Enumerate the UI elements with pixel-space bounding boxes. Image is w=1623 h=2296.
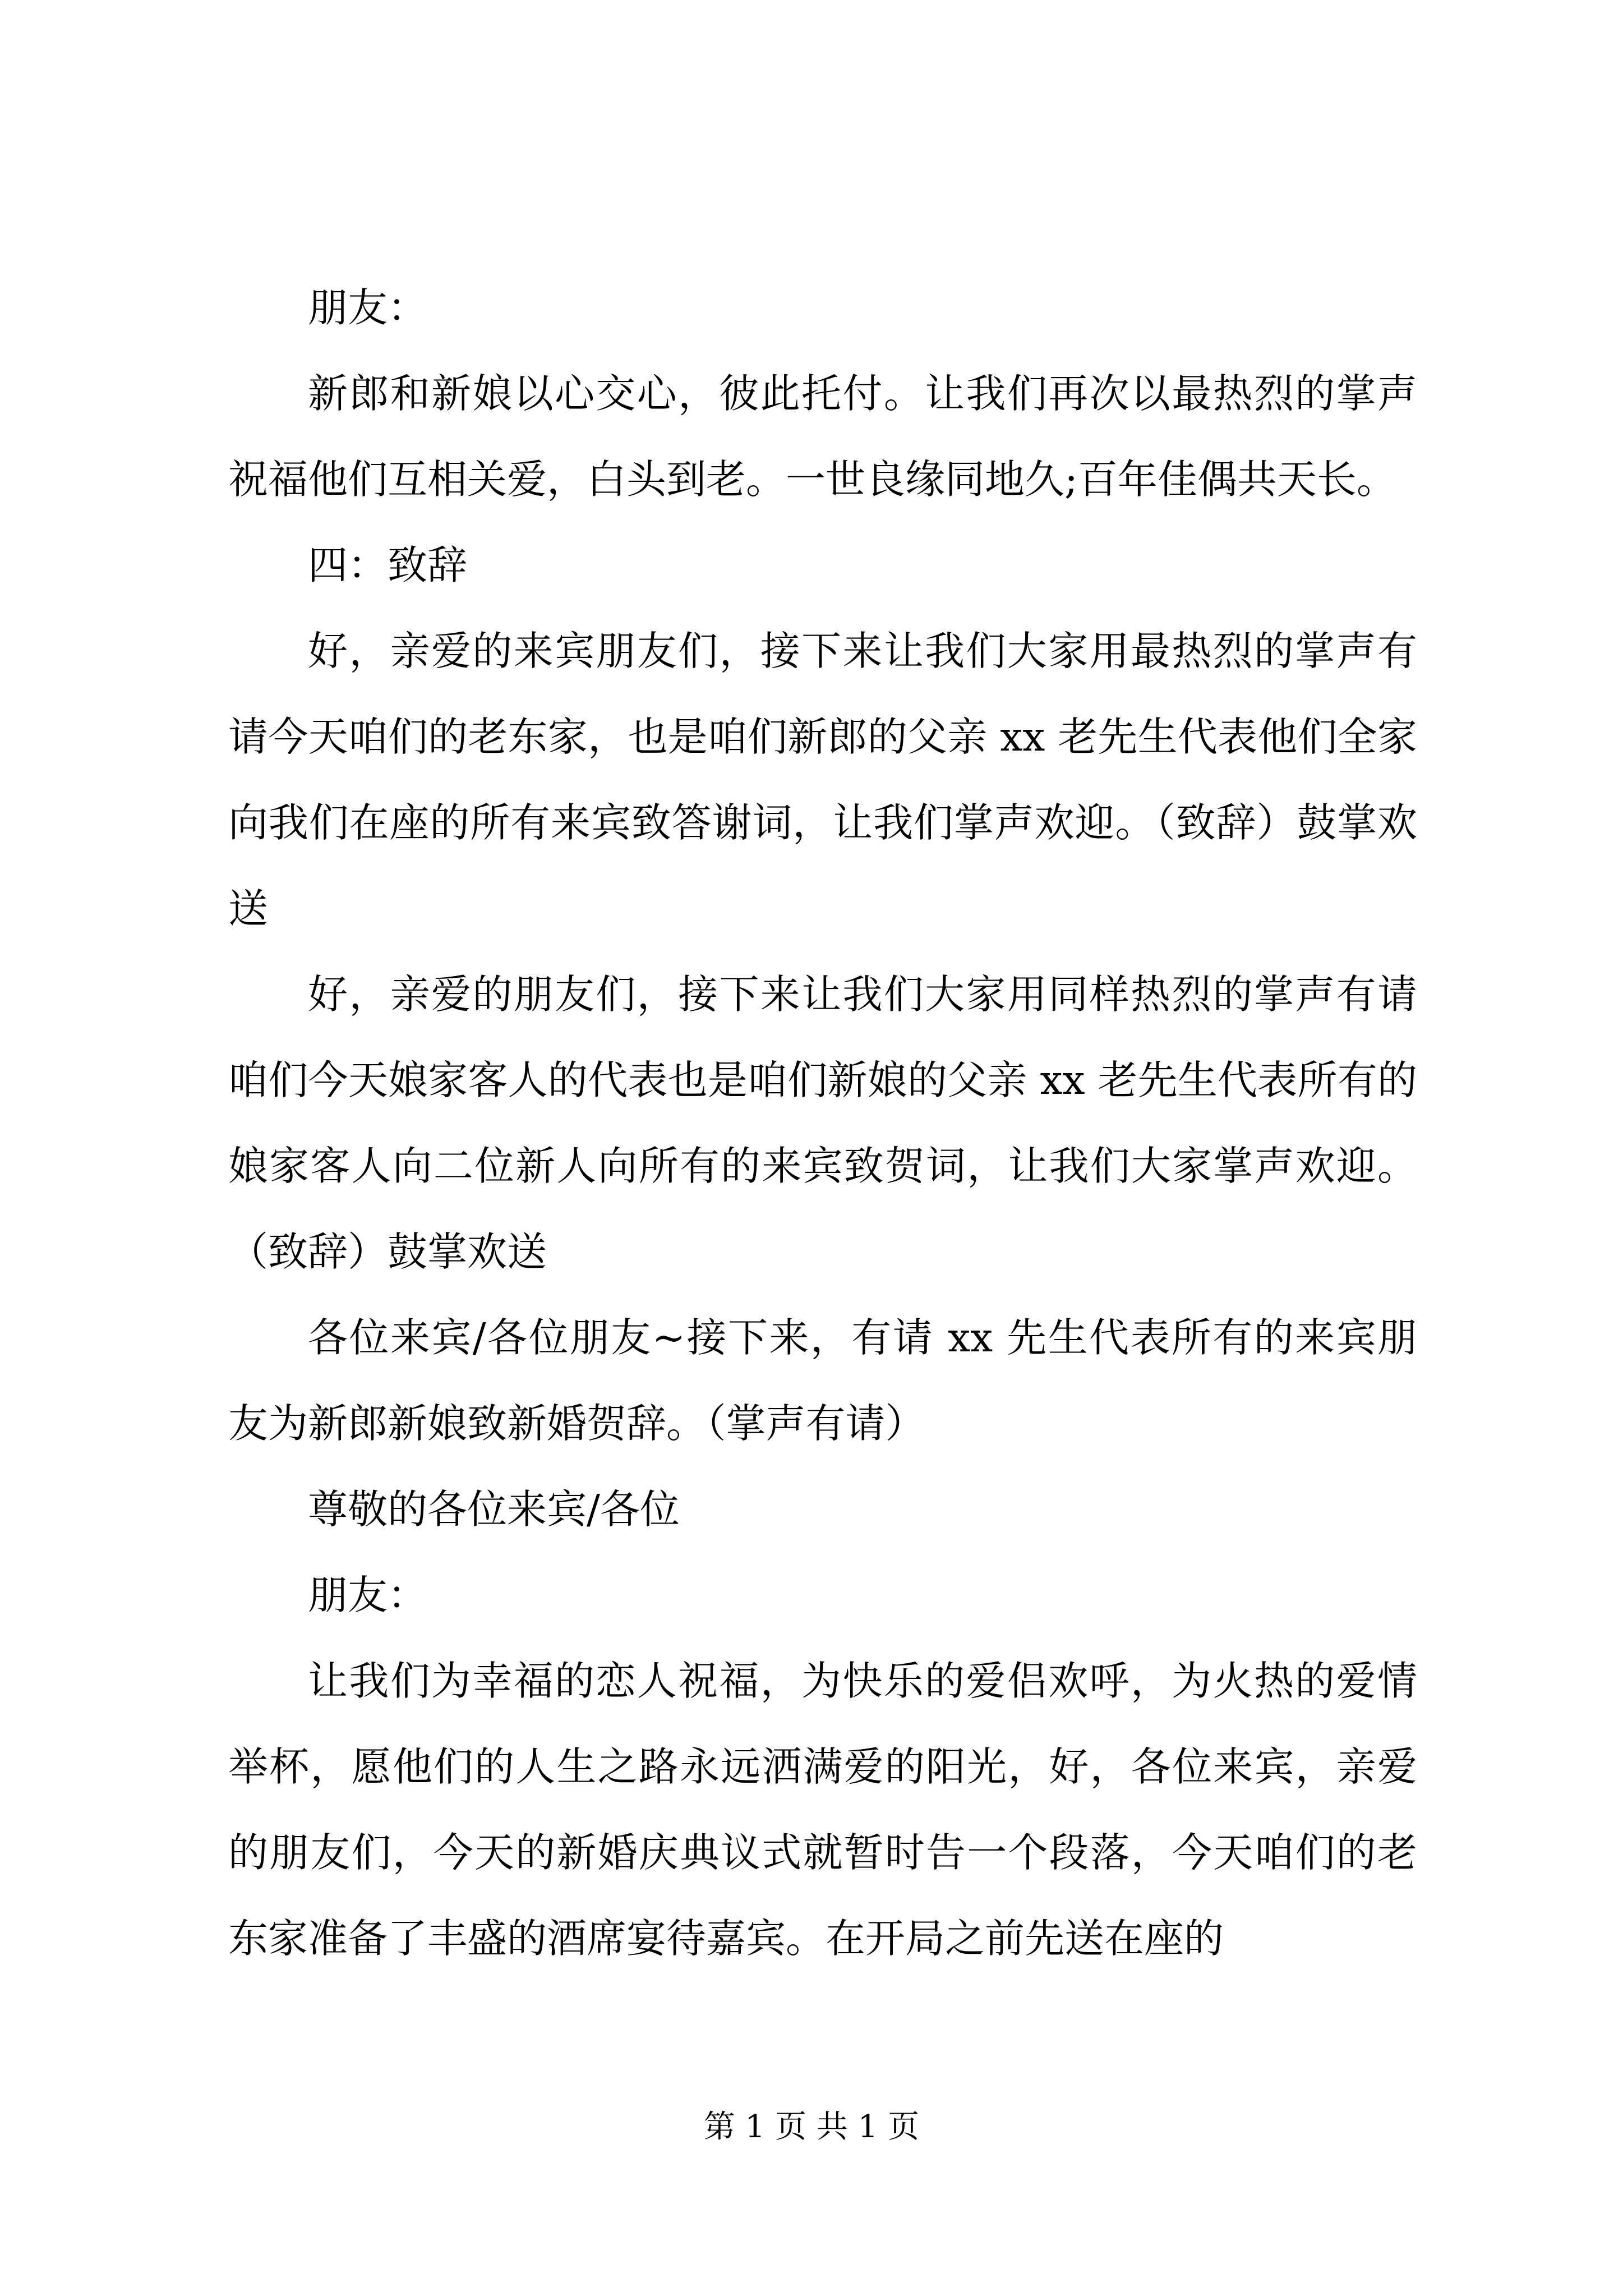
- page-number-footer: 第 1 页 共 1 页: [703, 2109, 920, 2145]
- section-heading: 四：致辞: [308, 542, 468, 588]
- paragraph: 各位来宾/各位朋友~接下来，有请 xx 先生代表所有的来宾朋友为新郎新娘致新婚贺辞。（掌声有请）: [228, 1314, 1417, 1447]
- paragraph: 新郎和新娘以心交心，彼此托付。让我们再次以最热烈的掌声祝福他们互相关爱，白头到老。一世良缘同地久;百年佳偶共天长。: [228, 370, 1417, 503]
- paragraph: 让我们为幸福的恋人祝福，为快乐的爱侣欢呼，为火热的爱情举杯，愿他们的人生之路永远洒满爱的阳光，好，各位来宾，亲爱的朋友们，今天的新婚庆典议式就暂时告一个段落，今天咱们的老东家准备了丰盛的酒席宴待嘉宾。在开局之前先送在座的: [228, 1658, 1417, 1962]
- paragraph: 尊敬的各位来宾/各位: [308, 1486, 680, 1533]
- document-body: [228, 265, 1417, 1981]
- paragraph: 好，亲爱的来宾朋友们，接下来让我们大家用最热烈的掌声有请今天咱们的老东家，也是咱们新郎的父亲 xx 老先生代表他们全家向我们在座的所有来宾致答谢词，让我们掌声欢迎。（致辞）鼓掌欢送: [228, 628, 1417, 932]
- paragraph: 朋友：: [308, 284, 428, 331]
- paragraph: 好，亲爱的朋友们，接下来让我们大家用同样热烈的掌声有请咱们今天娘家客人的代表也是咱们新娘的父亲 xx 老先生代表所有的娘家客人向二位新人向所有的来宾致贺词，让我们大家掌声欢迎。（致辞）鼓掌欢送: [228, 971, 1417, 1275]
- paragraph: 朋友：: [308, 1572, 428, 1618]
